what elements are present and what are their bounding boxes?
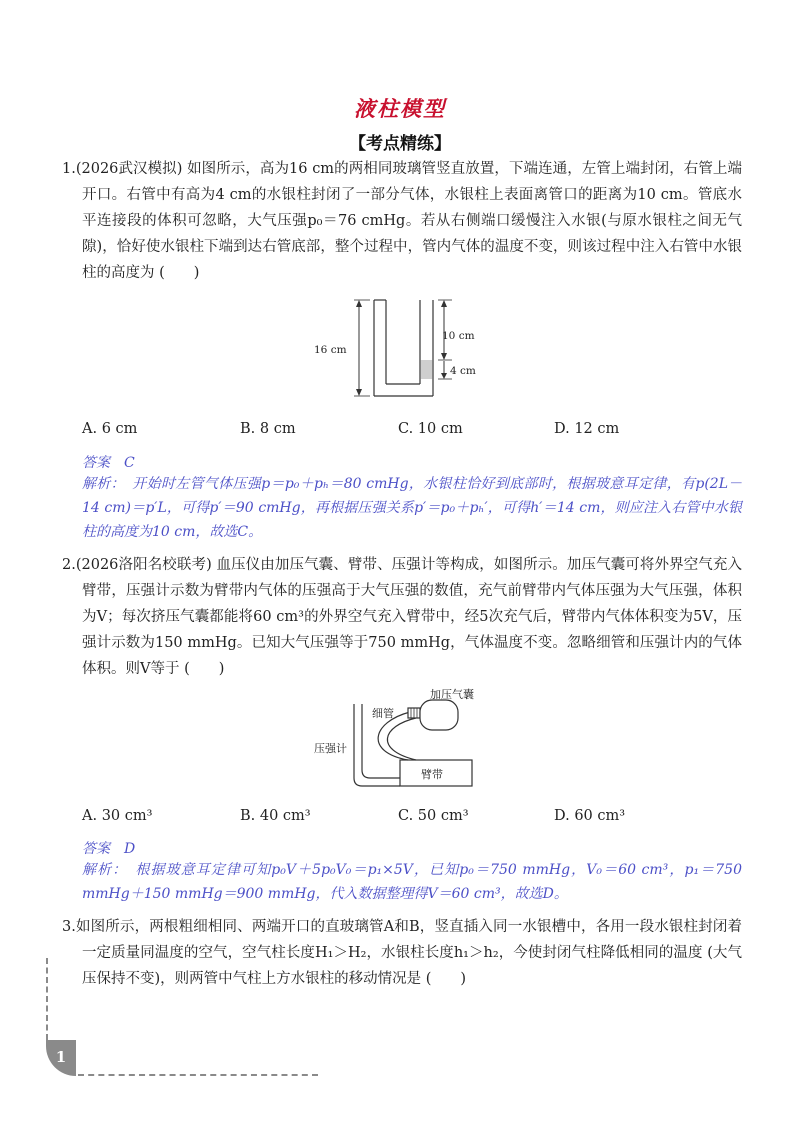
q1-option-a[interactable]: A. 6 cm bbox=[82, 421, 138, 437]
u-tube-figure bbox=[310, 295, 510, 407]
label-4cm: 4 cm bbox=[450, 365, 476, 377]
question-3-text: 如图所示，两根粗细相同、两端开口的直玻璃管A和B，竖直插入同一水银槽中，各用一段水银柱封闭着一定质量同温度的空气，空气柱长度H₁＞H₂，水银柱长度h₁＞h₂，今使封闭气柱降低相同的温度 (大气压保持不变)，则两管中气柱上方水银柱的移动情况是 ( ) bbox=[75, 919, 742, 987]
question-2-number: 2. bbox=[62, 557, 76, 573]
page-border-horizontal bbox=[78, 1074, 318, 1076]
q1-answer: 答案 C bbox=[82, 455, 135, 471]
question-2-options bbox=[82, 808, 742, 830]
page-border-vertical bbox=[46, 958, 48, 1040]
question-1-options bbox=[82, 421, 742, 443]
question-2-text: (2026洛阳名校联考) 血压仪由加压气囊、臂带、压强计等构成，如图所示。加压气囊可将外界空气充入臂带，压强计示数为臂带内气体的压强高于大气压强的数值，充气前臂带内气体压强为大气压强，体积为V；每次挤压气囊都能将60 cm³的外界空气充入臂带中，经5次充气后，臂带内气体体积变为5V，压强计示数为150 mmHg。已知大气压强等于750 mmHg，气体温度不变。忽略细管和压强计内的气体体积。则V等于 ( ) bbox=[75, 557, 742, 677]
q1-option-c[interactable]: C. 10 cm bbox=[398, 421, 463, 437]
q2-answer: 答案 D bbox=[82, 841, 136, 857]
page-number: 1 bbox=[46, 1040, 76, 1076]
label-16cm: 16 cm bbox=[314, 344, 347, 356]
question-1-text: (2026武汉模拟) 如图所示，高为16 cm的两相同玻璃管竖直放置，下端连通，左管上端封闭，右管上端开口。右管中有高为4 cm的水银柱封闭了一部分气体，水银柱上表面离管口的距离为10 cm。管底水平连接段的体积可忽略，大气压强p₀＝76 cmHg。若从右侧端口缓慢注入水银(与原水银柱之间无气隙)，恰好使水银柱下端到达右管底部，整个过程中，管内气体的温度不变，则该过程中注入右管中水银柱的高度为 ( ) bbox=[75, 161, 742, 281]
q1-option-d[interactable]: D. 12 cm bbox=[554, 421, 620, 437]
q2-option-d[interactable]: D. 60 cm³ bbox=[554, 808, 626, 824]
question-2 bbox=[62, 552, 742, 682]
label-bulb: 加压气囊 bbox=[430, 688, 474, 701]
mercury-column bbox=[421, 360, 433, 379]
label-10cm: 10 cm bbox=[442, 330, 475, 342]
section-subtitle: 【考点精练】 bbox=[349, 134, 451, 154]
q2-analysis: 解析： 根据玻意耳定律可知p₀V＋5p₀V₀＝p₁×5V，已知p₀＝750 mmHg，V₀＝60 cm³，p₁＝750 mmHg＋150 mmHg＝900 mmHg，代入数据整理得V＝60 cm³，故选D。 bbox=[82, 862, 742, 902]
question-1-number: 1. bbox=[62, 161, 76, 177]
q1-option-b[interactable]: B. 8 cm bbox=[240, 421, 296, 437]
label-gauge: 压强计 bbox=[314, 742, 347, 755]
label-tube: 细管 bbox=[372, 707, 394, 720]
q2-option-a[interactable]: A. 30 cm³ bbox=[82, 808, 153, 824]
question-3 bbox=[62, 914, 742, 992]
q2-option-c[interactable]: C. 50 cm³ bbox=[398, 808, 469, 824]
q2-option-b[interactable]: B. 40 cm³ bbox=[240, 808, 311, 824]
page-title: 液柱模型 bbox=[354, 96, 446, 121]
question-3-number: 3. bbox=[62, 919, 76, 935]
q1-analysis: 解析： 开始时左管气体压强p＝p₀＋pₕ＝80 cmHg，水银柱恰好到底部时，根据玻意耳定律，有p(2L－14 cm)＝p′L，可得p′＝90 cmHg，再根据压强关系p′＝p₀＋pₕ′，可得h′＝14 cm，则应注入右管中水银柱的高度为10 cm，故选C。 bbox=[82, 476, 742, 540]
label-cuff: 臂带 bbox=[421, 768, 443, 781]
bulb-shape bbox=[420, 700, 458, 730]
blood-pressure-figure bbox=[312, 682, 502, 792]
question-1 bbox=[62, 156, 742, 286]
